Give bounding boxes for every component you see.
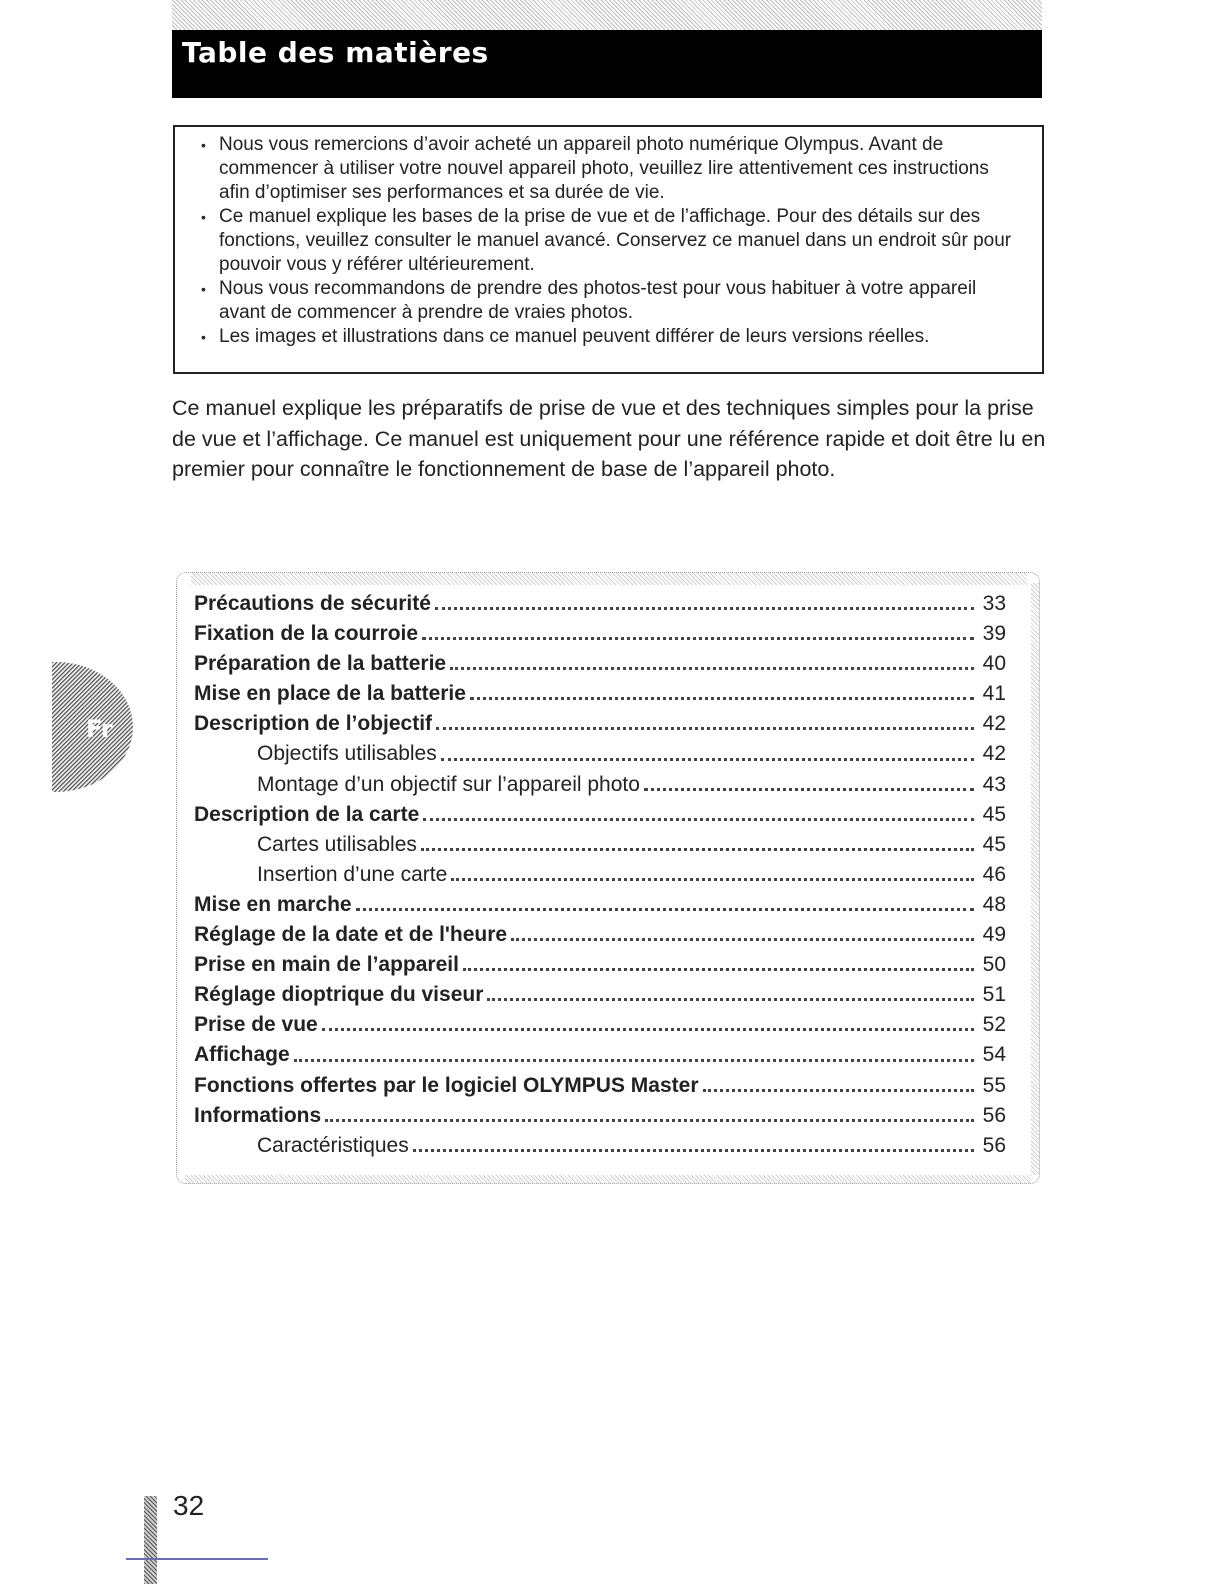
toc-shade — [1031, 583, 1039, 1175]
toc-entry-label: Préparation de la batterie — [194, 652, 447, 676]
toc-entry[interactable] — [194, 953, 1006, 983]
toc-entry-label: Mise en place de la batterie — [194, 682, 466, 706]
toc-leader — [436, 727, 974, 730]
toc-entry-page: 55 — [982, 1073, 1006, 1097]
toc-entry-label: Fonctions offertes par le logiciel OLYMPUS Master — [194, 1073, 699, 1097]
toc-entry-page: 54 — [982, 1043, 1006, 1067]
toc-leader — [487, 998, 974, 1001]
toc-entry[interactable] — [194, 983, 1006, 1013]
toc-entry-label: Insertion d’une carte — [257, 862, 448, 886]
toc-entry-label: Description de la carte — [194, 802, 420, 826]
toc-entry-page: 40 — [982, 652, 1006, 676]
toc-leader — [470, 697, 974, 700]
toc-subentry[interactable] — [194, 863, 1006, 893]
notice-text: Ce manuel explique les bases de la prise de vue et de l’affichage. Pour des détails sur des fonctions, veuillez consulter le manuel avancé. Conservez ce manuel dans un endroit sûr pour pouvoir vous y référer ultérieurement. — [219, 206, 1012, 275]
toc-leader — [421, 848, 974, 851]
notice-text: Les images et illustrations dans ce manuel peuvent différer de leurs versions réelles. — [219, 326, 930, 347]
toc-entry-label: Affichage — [194, 1043, 290, 1067]
bullet-icon: • — [201, 281, 206, 297]
toc-entry-label: Mise en marche — [194, 892, 352, 916]
toc-leader — [463, 968, 974, 971]
toc-entry-page: 43 — [982, 772, 1006, 796]
toc-leader — [422, 637, 974, 640]
toc-entry[interactable] — [194, 803, 1006, 833]
toc-entry[interactable] — [194, 712, 1006, 742]
toc-entry-page: 48 — [982, 892, 1006, 916]
toc-entry[interactable] — [194, 1074, 1006, 1104]
notice-item — [201, 277, 1024, 325]
toc-leader — [423, 818, 974, 821]
toc-entry[interactable] — [194, 893, 1006, 923]
toc-entry-page: 56 — [982, 1103, 1006, 1127]
notice-text: Nous vous recommandons de prendre des photos-test pour vous habituer à votre appareil avant de commencer à prendre de vraies photos. — [219, 278, 977, 323]
toc-entry-page: 39 — [982, 622, 1006, 646]
toc-entry-page: 41 — [982, 682, 1006, 706]
toc-entry-label: Caractéristiques — [257, 1133, 409, 1157]
toc-leader — [450, 667, 974, 670]
notice-item — [201, 325, 1024, 349]
page-title: Table des matières — [182, 36, 489, 69]
toc-list — [194, 592, 1006, 1164]
toc-entry[interactable] — [194, 1013, 1006, 1043]
toc-entry-label: Montage d’un objectif sur l’appareil photo — [257, 772, 640, 796]
toc-entry-page: 46 — [982, 862, 1006, 886]
toc-entry-page: 42 — [982, 712, 1006, 736]
toc-entry-label: Objectifs utilisables — [257, 742, 437, 766]
toc-subentry[interactable] — [194, 742, 1006, 772]
toc-entry[interactable] — [194, 592, 1006, 622]
toc-leader — [413, 1149, 974, 1152]
toc-leader — [322, 1028, 974, 1031]
toc-entry[interactable] — [194, 1104, 1006, 1134]
toc-leader — [356, 908, 974, 911]
notice-text: Nous vous remercions d’avoir acheté un appareil photo numérique Olympus. Avant de commencer à utiliser votre nouvel appareil photo, veuillez lire attentivement ces instructions afin d’optimiser ses performances et sa durée de vie. — [219, 134, 989, 203]
page-header — [172, 0, 1042, 98]
toc-leader — [441, 758, 974, 761]
toc-entry-label: Réglage de la date et de l'heure — [194, 923, 508, 947]
bullet-icon: • — [201, 137, 206, 153]
toc-entry-page: 45 — [982, 802, 1006, 826]
toc-shade — [185, 1175, 1031, 1183]
toc-leader — [435, 607, 974, 610]
header-hatch-pattern — [172, 0, 1042, 30]
toc-entry-page: 49 — [982, 923, 1006, 947]
toc-leader — [644, 788, 974, 791]
notice-item — [201, 133, 1024, 205]
toc-entry[interactable] — [194, 1043, 1006, 1073]
toc-leader — [325, 1119, 974, 1122]
toc-entry-label: Description de l’objectif — [194, 712, 433, 736]
toc-subentry[interactable] — [194, 1134, 1006, 1164]
toc-leader — [294, 1059, 974, 1062]
toc-leader — [451, 878, 974, 881]
toc-leader — [511, 938, 974, 941]
bullet-icon: • — [201, 329, 206, 345]
toc-entry-label: Fixation de la courroie — [194, 622, 419, 646]
toc-entry[interactable] — [194, 923, 1006, 953]
toc-entry-page: 33 — [982, 592, 1006, 615]
toc-subentry[interactable] — [194, 833, 1006, 863]
notice-item — [201, 205, 1024, 277]
notice-box — [173, 125, 1044, 374]
toc-entry[interactable] — [194, 652, 1006, 682]
toc-entry[interactable] — [194, 622, 1006, 652]
intro-paragraph: Ce manuel explique les préparatifs de prise de vue et des techniques simples pour la prise de vue et l’affichage. Ce manuel est uniquement pour une référence rapide et doit être lu en premier pour connaître le fonctionnement de base de l’appareil photo. — [172, 396, 1046, 481]
toc-leader — [703, 1089, 974, 1092]
toc-entry-label: Cartes utilisables — [257, 832, 417, 856]
toc-entry-label: Prise en main de l’appareil — [194, 953, 459, 977]
bullet-icon: • — [201, 209, 206, 225]
language-tab-label: Fr — [86, 715, 113, 743]
toc-entry-label: Réglage dioptrique du viseur — [194, 983, 484, 1007]
toc-entry-label: Prise de vue — [194, 1013, 318, 1037]
notice-list — [175, 127, 1042, 349]
toc-shade — [191, 573, 1027, 585]
toc-entry-page: 50 — [982, 953, 1006, 977]
toc-entry-page: 51 — [982, 983, 1006, 1007]
toc-subentry[interactable] — [194, 773, 1006, 803]
toc-entry-label: Précautions de sécurité — [194, 592, 431, 615]
page-number: 32 — [173, 1490, 205, 1521]
toc-entry-page: 45 — [982, 832, 1006, 856]
toc-entry[interactable] — [194, 682, 1006, 712]
toc-entry-label: Informations — [194, 1103, 322, 1127]
toc-entry-page: 52 — [982, 1013, 1006, 1037]
toc-entry-page: 56 — [982, 1133, 1006, 1157]
page-marker — [144, 1496, 157, 1584]
footer-rule — [126, 1558, 268, 1560]
toc-entry-page: 42 — [982, 742, 1006, 766]
